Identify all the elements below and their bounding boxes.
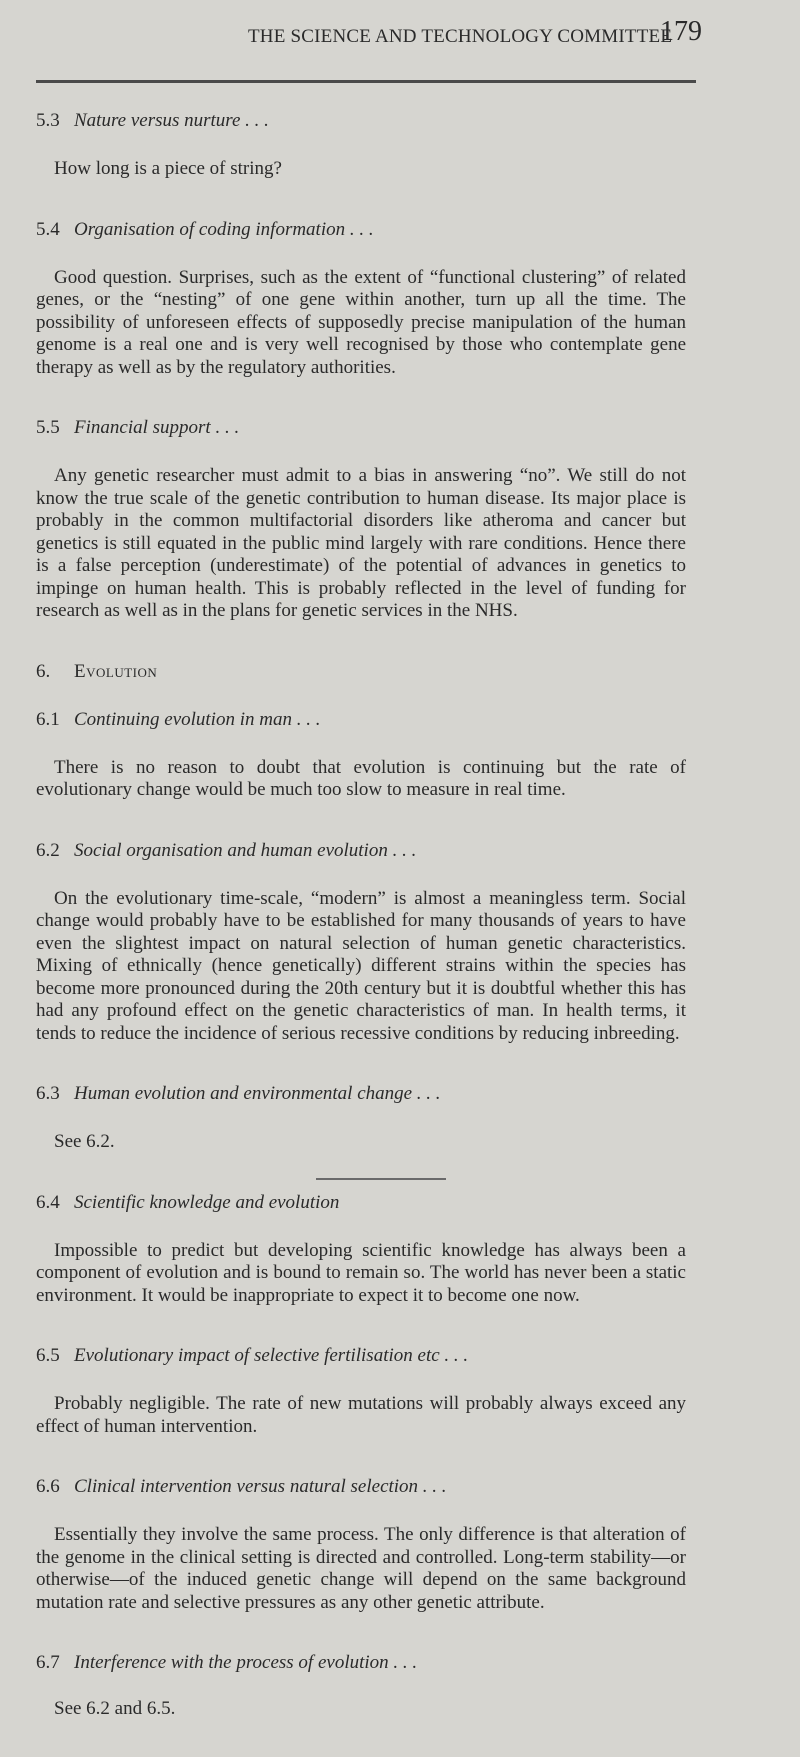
running-head: THE SCIENCE AND TECHNOLOGY COMMITTEE (248, 26, 673, 47)
section-6-6 (36, 1474, 686, 1614)
section-6-3 (36, 1081, 686, 1154)
section-5-4 (36, 217, 686, 380)
section-title: Financial support . . . (74, 417, 240, 438)
section-heading (36, 1343, 686, 1369)
section-6 (36, 659, 686, 685)
section-heading (36, 1190, 686, 1216)
section-6-4 (36, 1190, 686, 1308)
section-title: Evolutionary impact of selective fertilisation etc . . . (74, 1345, 469, 1366)
section-heading (36, 217, 686, 243)
section-heading (36, 415, 686, 441)
section-number: 6.4 (36, 1191, 60, 1213)
section-heading (36, 838, 686, 864)
section-title: Continuing evolution in man . . . (74, 708, 321, 730)
header-rule (36, 80, 696, 83)
section-text: See 6.2. (54, 1131, 115, 1152)
section-heading (36, 1081, 686, 1107)
section-text: On the evolutionary time-scale, “modern” is almost a meaningless term. Social change would probably have to be established for many thousands of years to have even the slightest impact on natural selection of human genetic characteristics. Mixing of ethnically (hence genetically) different strains within the species has become more pronounced during the 20th century but it is doubtful whether this has had any profound effect on the genetic characteristics of man. In health terms, it tends to reduce the incidence of serious recessive conditions by reducing inbreeding. (36, 887, 686, 1044)
footer-rule (316, 1178, 446, 1180)
section-number: 6.6 (36, 1476, 60, 1497)
section-title: Organisation of coding information . . . (74, 218, 374, 240)
section-6-7 (36, 1650, 686, 1721)
section-heading (36, 1474, 686, 1500)
section-text: Any genetic researcher must admit to a bias in answering “no”. We still do not know the true scale of the genetic contribution to human disease. Its major place is probably in the common multifactorial disorders like atheroma and cancer but genetics is still equated in the public mind largely with rare conditions. Hence there is a false perception (underestimate) of the potential of advances in genetics to impinge on human health. This is probably reflected in the level of funding for research as well as in the plans for genetic services in the NHS. (36, 465, 686, 621)
section-heading (36, 108, 686, 134)
page-number: 179 (660, 16, 702, 47)
section-heading (36, 1650, 686, 1676)
section-number: 5.3 (36, 110, 60, 131)
section-text: Probably negligible. The rate of new mutations will probably always exceed any effect of human intervention. (36, 1393, 686, 1437)
section-6-5 (36, 1343, 686, 1438)
chapter-heading (36, 659, 686, 685)
section-number: 6.1 (36, 708, 60, 730)
section-title: Nature versus nurture . . . (74, 110, 269, 131)
section-6-1 (36, 707, 686, 802)
section-number: 6. (36, 660, 51, 682)
section-heading (36, 707, 686, 733)
section-title: Human evolution and environmental change . . . (74, 1083, 441, 1104)
section-title: Clinical intervention versus natural selection . . . (74, 1476, 447, 1497)
page-body (36, 108, 686, 1757)
section-text: Essentially they involve the same process. The only difference is that alteration of the genome in the clinical setting is directed and controlled. Long-term stability—or otherwise—of the induced genetic change will depend on the same background mutation rate and selective pressures as any other genetic attribute. (36, 1524, 686, 1613)
section-title: Scientific knowledge and evolution (74, 1191, 340, 1213)
section-text: Good question. Surprises, such as the extent of “functional clustering” of related genes, or the “nesting” of one gene within another, turn up all the time. The possibility of unforeseen effects of supposedly precise manipulation of the human genome is a real one and is very well recognised by those who contemplate gene therapy as well as by the regulatory authorities. (36, 266, 686, 378)
page-header (0, 0, 800, 82)
section-text: There is no reason to doubt that evolution is continuing but the rate of evolutionary change would be much too slow to measure in real time. (36, 756, 686, 800)
section-number: 6.7 (36, 1652, 60, 1673)
section-number: 6.3 (36, 1083, 60, 1104)
section-5-3 (36, 108, 686, 181)
section-6-2 (36, 838, 686, 1046)
section-title: Evolution (74, 660, 158, 682)
section-number: 6.5 (36, 1345, 60, 1366)
section-5-5 (36, 415, 686, 623)
section-title: Social organisation and human evolution . . . (74, 839, 417, 861)
section-number: 5.4 (36, 218, 60, 240)
section-number: 5.5 (36, 417, 60, 438)
section-text: Impossible to predict but developing scientific knowledge has always been a component of evolution and is bound to remain so. The world has never been a static environment. It would be inappropriate to expect it to become one now. (36, 1239, 686, 1306)
section-title: Interference with the process of evolution . . . (74, 1652, 418, 1673)
section-number: 6.2 (36, 839, 60, 861)
section-text: How long is a piece of string? (54, 158, 282, 179)
section-text: See 6.2 and 6.5. (54, 1698, 176, 1719)
